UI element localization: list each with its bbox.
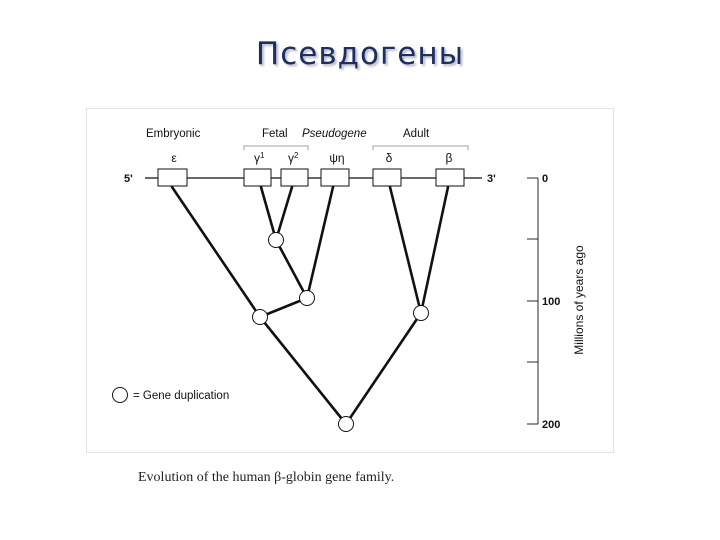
time-axis-label-100: 100 [542,296,561,308]
phylogenetic-tree [172,187,448,424]
three-prime-label: 3' [487,173,496,185]
branch-gamma2 [276,187,292,240]
gene-label-epsilon: ε [171,151,177,165]
branch-epsilon [172,187,260,317]
gene-box-epsilon [158,169,187,186]
duplication-node-gamma [269,233,284,248]
figure-caption: Evolution of the human β-globin gene family. [138,470,395,485]
branch-psi-eta [307,187,333,298]
duplication-node-gamma-psi [300,291,315,306]
time-axis-title: Millions of years ago [572,245,586,355]
duplication-node-root [339,417,354,432]
gene-box-gamma1 [244,169,271,186]
five-prime-label: 5' [124,173,133,185]
caption-beta: β [274,470,282,485]
gene-label-delta: δ [385,151,393,165]
duplication-nodes [253,233,429,432]
group-label-adult: Adult [403,128,430,140]
adult-bracket [373,146,468,150]
gene-box-delta [373,169,401,186]
branch-delta [390,187,421,313]
branch-gamma-common [276,240,307,298]
branch-gamma1 [261,187,276,240]
time-axis-label-200: 200 [542,419,561,431]
time-axis-label-0: 0 [542,173,549,185]
time-axis [527,178,538,424]
branch-nonadult-root [260,317,346,424]
gamma2-superscript: 2 [294,151,299,160]
legend-duplication-symbol [113,388,128,403]
gene-label-gamma2: $\gamma^2$ [288,151,299,165]
slide-title: Псевдогены [255,36,465,72]
group-label-fetal: Fetal [262,128,288,140]
legend-label: = Gene duplication [133,390,230,402]
duplication-node-epsilon-gamma [253,310,268,325]
branch-beta [421,187,448,313]
group-label-embryonic: Embryonic [146,128,201,140]
group-label-pseudogene: Pseudogene [302,128,367,140]
gene-box-psi-eta [321,169,349,186]
gene-box-beta [436,169,464,186]
fetal-bracket [244,146,308,150]
duplication-node-delta-beta [414,306,429,321]
gene-label-psi-eta: ψη [329,151,345,165]
gamma1-superscript: 1 [260,151,265,160]
gene-label-beta: β [445,151,453,165]
branch-adult-root [346,313,421,424]
gene-label-gamma1: $\gamma^1$ [254,151,265,165]
gene-box-gamma2 [281,169,308,186]
